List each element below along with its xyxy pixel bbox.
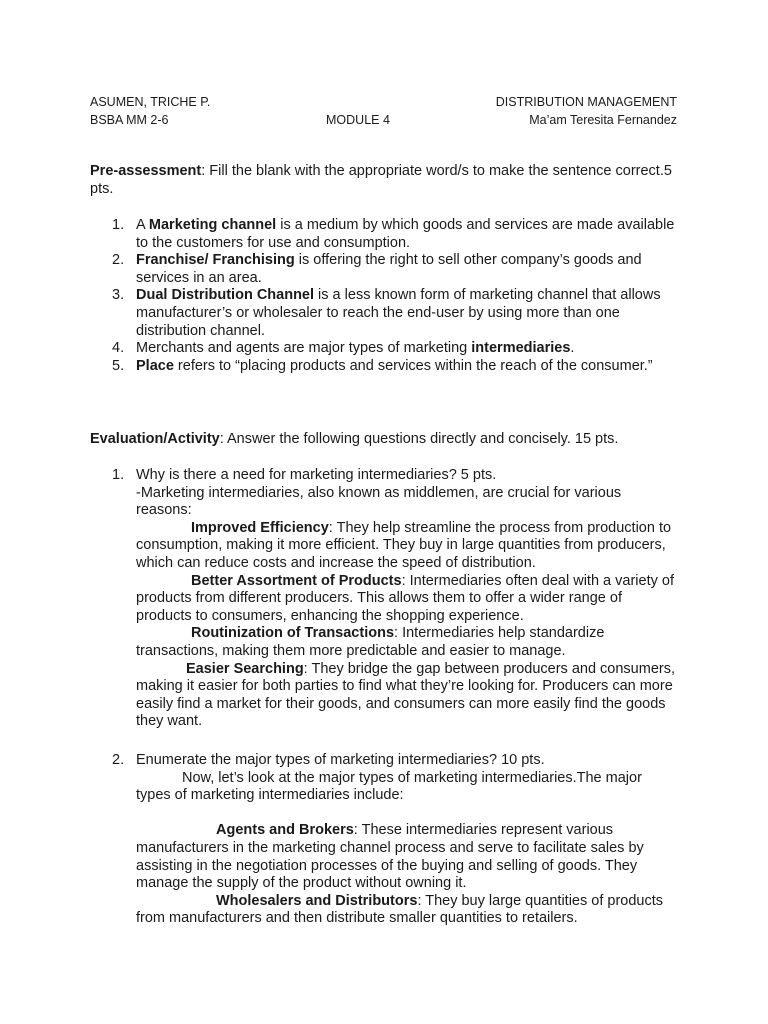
list-item: 1. Why is there a need for marketing intermediaries? 5 pts. -Marketing intermediaries, also known as middlemen, are crucial for various reasons: Improved Efficiency: They help streamline the process from production to consumption, making it more efficient. They buy in large quantities from producers, which can reduce costs and increase the speed of distribution. Better Assortment of Products: Intermediaries often deal with a variety of products from different producers. This allows them to offer a wider range of products to consumers, enhancing the shopping experience. Routinization of Transactions: Intermediaries help standardize transactions, making them more predictable and easier to manage. Easier Searching: They bridge the gap between producers and consumers, making it easier for both parties to find what they’re looking for. Producers can more easily find a market for their goods, and consumers can more easily find the goods they want. <box>90 467 680 731</box>
blank-line <box>136 805 680 823</box>
course-section: BSBA MM 2-6 <box>90 113 169 127</box>
evaluation-text: : Answer the following questions directly and concisely. 15 pts. <box>219 431 619 447</box>
question-text: Why is there a need for marketing intermediaries? 5 pts. <box>136 467 497 483</box>
evaluation-label: Evaluation/Activity <box>90 431 220 447</box>
list-item: 3. Dual Distribution Channel is a less known form of marketing channel that allows manufacturer’s or wholesaler to reach the end-user by using more than one distribution channel. <box>112 287 661 339</box>
list-item: 2. Enumerate the major types of marketing intermediaries? 10 pts. Now, let’s look at the major types of marketing intermediaries.The major types of marketing intermediaries include: Agents and Brokers: These intermediaries represent various manufacturers in the marketing channel process and serve to facilitate sales by assisting in the negotiation processes of the buying and selling of goods. They manage the supply of the product without owning it. Wholesalers and Distributors: They buy large quantities of products from manufacturers and then distribute smaller quantities to retailers. <box>90 752 680 928</box>
list-item: 2. Franchise/ Franchising is offering the right to sell other company’s goods and services in an area. <box>112 252 642 286</box>
subject-title: DISTRIBUTION MANAGEMENT <box>495 95 677 109</box>
answer-point: Better Assortment of Products: Intermediaries often deal with a variety of products from different producers. This allows them to offer a wider range of products to consumers, enhancing the shopping experience. <box>136 572 674 624</box>
instructor-name: Ma’am Teresita Fernandez <box>529 113 677 127</box>
pre-assessment-label: Pre-assessment <box>90 163 202 179</box>
answer-point: Improved Efficiency: They help streamline the process from production to consumption, making it more efficient. They buy in large quantities from producers, which can reduce costs and increase the speed of distribution. <box>136 519 672 571</box>
pre-assessment-text: : Fill the blank with the appropriate word/s to make the sentence correct.5 pts. <box>90 163 672 197</box>
evaluation-instruction <box>90 431 680 449</box>
question-1 <box>90 467 680 731</box>
pre-assessment-instruction <box>90 163 680 198</box>
student-name: ASUMEN, TRICHE P. <box>90 95 211 109</box>
list-item: 5. Place refers to “placing products and services within the reach of the consumer.” <box>112 357 653 374</box>
list-item: 4. Merchants and agents are major types of marketing intermediaries. <box>112 340 575 357</box>
answer-point: Routinization of Transactions: Intermediaries help standardize transactions, making them more predictable and easier to manage. <box>136 625 605 659</box>
answer-point: Wholesalers and Distributors: They buy large quantities of products from manufacturers and then distribute smaller quantities to retailers. <box>136 892 664 927</box>
pre-assessment-list <box>90 217 680 375</box>
module-label: MODULE 4 <box>326 113 390 127</box>
list-item: 1. A Marketing channel is a medium by which goods and services are made available to the customers for use and consumption. <box>112 217 675 251</box>
question-text: Enumerate the major types of marketing intermediaries? 10 pts. <box>136 752 545 768</box>
answer-point: Easier Searching: They bridge the gap between producers and consumers, making it easier for both parties to find what they’re looking for. Producers can more easily find a market for their goods, and consumers can more easily find the goods they want. <box>136 660 675 730</box>
question-2 <box>90 752 680 928</box>
answer-intro: -Marketing intermediaries, also known as middlemen, are crucial for various reasons: <box>136 484 622 519</box>
answer-intro: Now, let’s look at the major types of marketing intermediaries.The major types of marketing intermediaries include: <box>136 769 642 804</box>
answer-point: Agents and Brokers: These intermediaries represent various manufacturers in the marketing channel process and serve to facilitate sales by assisting in the negotiation processes of the buying and selling of goods. They manage the supply of the product without owning it. <box>136 822 644 892</box>
